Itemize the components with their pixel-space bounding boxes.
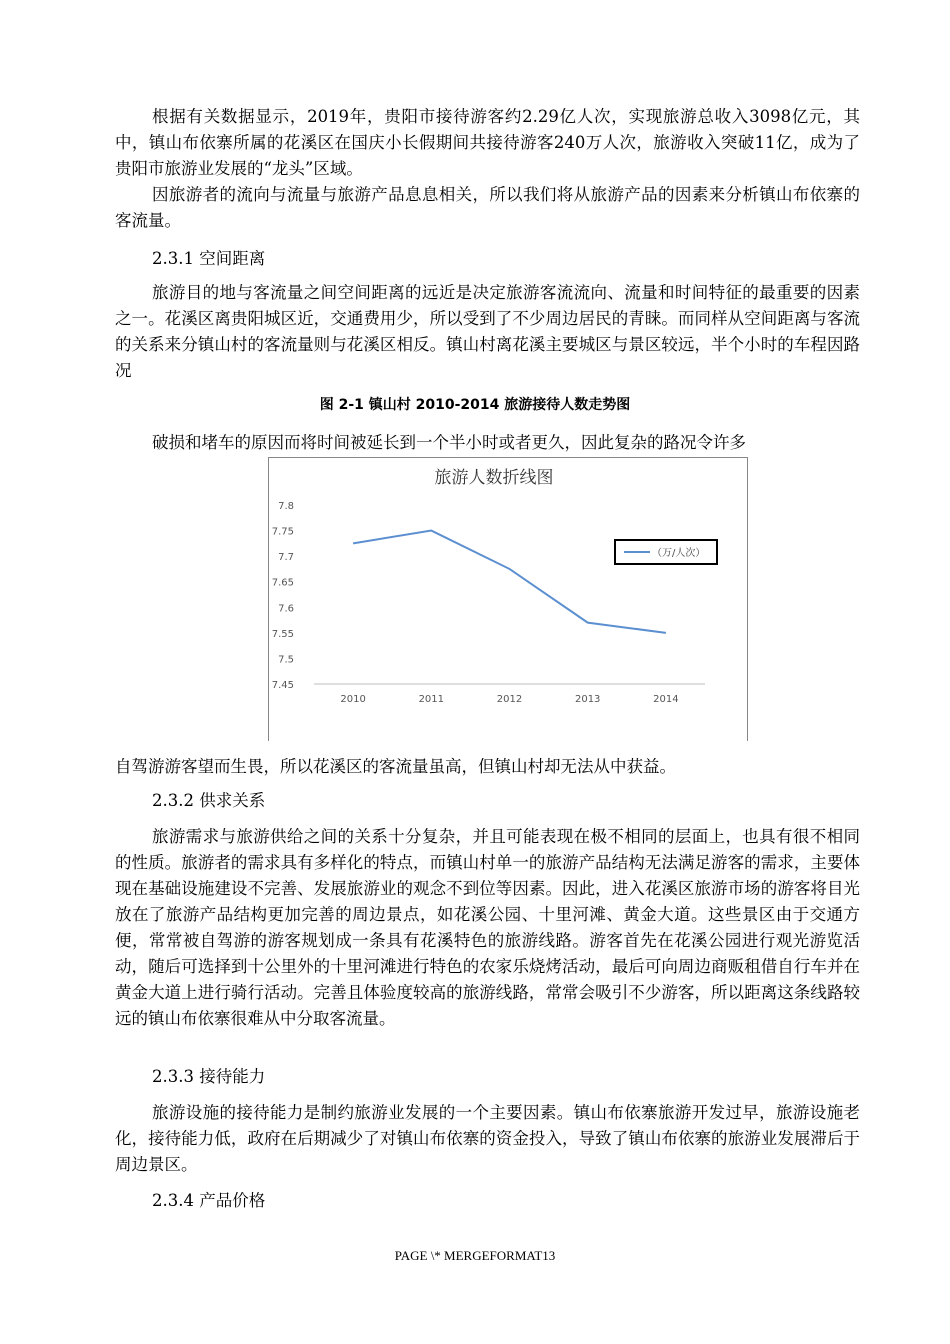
heading-spatial-distance: 2.3.1 空间距离 [152,249,266,268]
y-tick-label: 7.5 [278,654,294,666]
paragraph-supply-demand: 旅游需求与旅游供给之间的关系十分复杂，并且可能表现在极不相同的层面上，也具有很不相同的性质。旅游者的需求具有多样化的特点，而镇山村单一的旅游产品结构无法满足游客的需求，主要体现在基础设施建设不完善、发展旅游业的观念不到位等因素。因此，进入花溪区旅游市场的游客将目光放在了旅游产品结构更加完善的周边景点，如花溪公园、十里河滩、黄金大道。这些景区由于交通方便，常常被自驾游的游客规划成一条具有花溪特色的旅游线路。游客首先在花溪公园进行观光游览活动，随后可选择到十公里外的十里河滩进行特色的农家乐烧烤活动，最后可向周边商贩租借自行车并在黄金大道上进行骑行活动。完善且体验度较高的旅游线路，常常会吸引不少游客，所以距离这条线路较远的镇山布依寨很难从中分取客流量。 [115,827,860,1028]
y-tick-label: 7.65 [271,577,294,589]
y-tick-label: 7.75 [271,526,294,538]
line-chart-frame [268,457,748,741]
x-tick-label: 2014 [653,694,679,705]
x-tick-label: 2012 [496,694,523,705]
paragraph-tourism-statistics: 根据有关数据显示，2019年，贵阳市接待游客约2.29亿人次，实现旅游总收入3098亿元，其中，镇山布依寨所属的花溪区在国庆小长假期间共接待游客240万人次，旅游收入突破11亿，成为了贵阳市旅游业发展的“龙头”区域。 [115,107,860,178]
paragraph-road-conditions-end: 自驾游游客望而生畏，所以花溪区的客流量虽高，但镇山村却无法从中获益。 [115,757,676,776]
y-tick-label: 7.6 [278,603,294,615]
paragraph-reception-capacity: 旅游设施的接待能力是制约旅游业发展的一个主要因素。镇山布依寨旅游开发过早，旅游设施老化，接待能力低，政府在后期减少了对镇山布依寨的资金投入，导致了镇山布依寨的旅游业发展滞后于周边景区。 [115,1103,860,1174]
x-tick-label: 2013 [574,694,601,705]
figure-caption: 图 2-1 镇山村 2010-2014 旅游接待人数走势图 [319,397,631,413]
x-tick-label: 2010 [340,694,366,705]
y-tick-label: 7.55 [271,628,294,640]
heading-supply-demand: 2.3.2 供求关系 [152,791,266,810]
legend-label: （万/人次） [652,548,706,559]
paragraph-road-conditions-start: 破损和堵车的原因而将时间被延长到一个半小时或者更久，因此复杂的路况令许多 [152,433,746,452]
paragraph-spatial-distance: 旅游目的地与客流量之间空间距离的远近是决定旅游客流流向、流量和时间特征的最重要的因素之一。花溪区离贵阳城区近，交通费用少，所以受到了不少周边居民的青睐。而同样从空间距离与客流的关系来分镇山村的客流量则与花溪区相反。镇山村离花溪主要城区与景区较远，半个小时的车程因路况 [115,283,860,380]
paragraph-analysis-intro: 因旅游者的流向与流量与旅游产品息息相关，所以我们将从旅游产品的因素来分析镇山布依寨的客流量。 [115,185,860,230]
heading-reception-capacity: 2.3.3 接待能力 [152,1067,266,1086]
x-tick-label: 2011 [418,694,445,705]
y-tick-label: 7.7 [278,552,294,564]
chart-title: 旅游人数折线图 [434,468,554,488]
page-footer: PAGE \* MERGEFORMAT13 [394,1248,556,1263]
y-tick-label: 7.8 [278,501,294,512]
y-tick-label: 7.45 [271,680,294,691]
heading-product-price: 2.3.4 产品价格 [152,1191,266,1210]
tourism-line-chart [268,457,748,741]
